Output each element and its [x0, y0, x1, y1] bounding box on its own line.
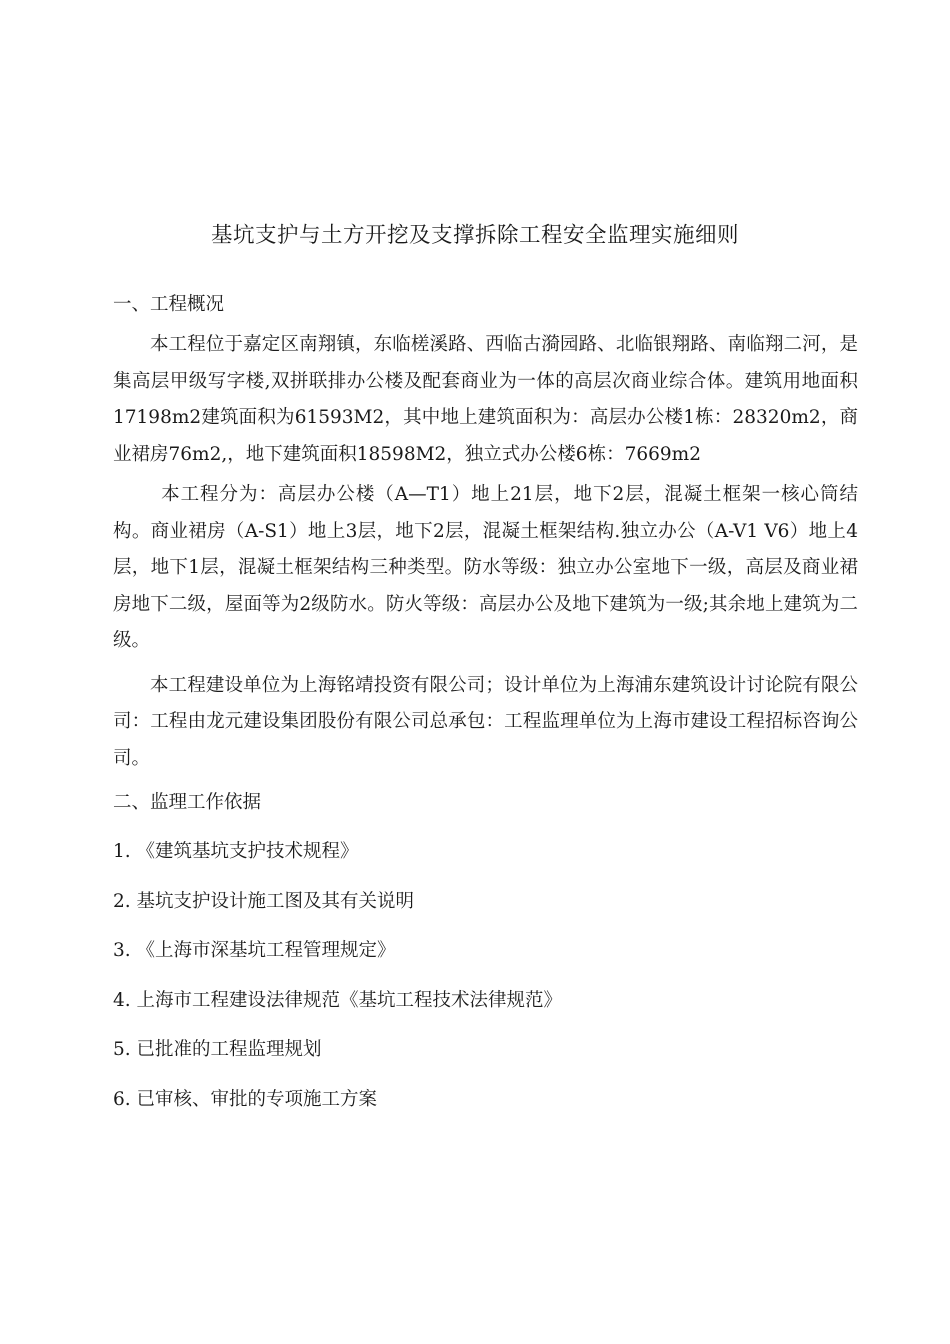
list-item: 5. 已批准的工程监理规划 [113, 1039, 322, 1060]
paragraph-location: 本工程位于嘉定区南翔镇，东临槎溪路、西临古漪园路、北临银翔路、南临翔二河，是集高层甲级写字楼,双拼联排办公楼及配套商业为一体的高层次商业综合体。建筑用地面积17198m2建筑面积为61593M2，其中地上建筑面积为：高层办公楼1栋：28320m2，商业裙房76m2,，地下建筑面积18598M2，独立式办公楼6栋：7669m2 [113, 334, 858, 465]
paragraph-parties: 本工程建设单位为上海铭靖投资有限公司；设计单位为上海浦东建筑设计讨论院有限公司：工程由龙元建设集团股份有限公司总承包：工程监理单位为上海市建设工程招标咨询公司。 [113, 674, 858, 769]
list-item: 4. 上海市工程建设法律规范《基坑工程技术法律规范》 [113, 989, 563, 1011]
document-title: 基坑支护与土方开挖及支撑拆除工程安全监理实施细则 [210, 223, 739, 248]
paragraph-structure: 本工程分为：高层办公楼（A—T1）地上21层，地下2层，混凝土框架一核心筒结构。商业裙房（A-S1）地上3层，地下2层，混凝土框架结构.独立办公（A-V1 V6）地上4层，地下1层，混凝土框架结构三种类型。防水等级：独立办公室地下一级，高层及商业裙房地下二级，屋面等为2级防水。防火等级：高层办公及地下建筑为一级;其余地上建筑为二级。 [113, 484, 858, 651]
list-item: 2. 基坑支护设计施工图及其有关说明 [113, 890, 415, 912]
section-heading-overview: 一、工程概况 [113, 294, 225, 315]
list-item: 6. 已审核、审批的专项施工方案 [113, 1088, 378, 1110]
list-item: 3. 《上海市深基坑工程管理规定》 [113, 940, 396, 961]
section-heading-basis: 二、监理工作依据 [113, 792, 262, 813]
basis-list [113, 834, 858, 1131]
document-body [113, 287, 858, 1131]
list-item: 1. 《建筑基坑支护技术规程》 [113, 841, 359, 862]
